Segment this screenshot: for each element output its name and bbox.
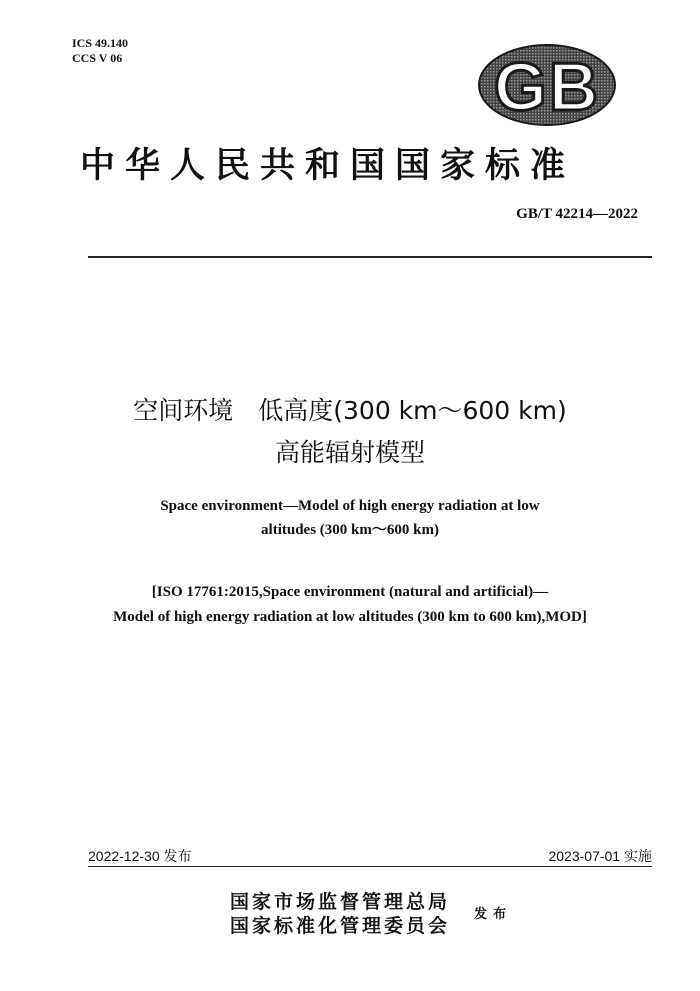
gb-logo-text: GB xyxy=(494,49,600,125)
national-standard-title: 中华人民共和国国家标准 xyxy=(80,145,576,186)
issuer-samr: 国家市场监督管理总局 xyxy=(230,891,451,913)
ccs-code: CCS V 06 xyxy=(72,51,123,65)
title-cn-line2: 高能辐射模型 xyxy=(274,438,425,467)
issue-date: 2022-12-30 发布 xyxy=(88,848,192,864)
implementation-date: 2023-07-01 实施 xyxy=(548,848,652,864)
gb-logo xyxy=(478,44,616,126)
classification-codes xyxy=(72,36,128,66)
publish-label: 发布 xyxy=(474,907,513,922)
ics-code: ICS 49.140 xyxy=(72,36,129,50)
issuing-authorities xyxy=(230,890,450,938)
iso-reference-line2: Model of high energy radiation at low altitudes (300 km to 600 km),MOD] xyxy=(113,609,587,625)
iso-reference-line1: [ISO 17761:2015,Space environment (natural and artificial)— xyxy=(151,584,549,600)
title-en-line2: altitudes (300 km～600 km) xyxy=(261,522,439,538)
standard-number: GB/T 42214—2022 xyxy=(516,206,638,222)
issuer-sac: 国家标准化管理委员会 xyxy=(230,915,451,937)
title-en-line1: Space environment—Model of high energy radiation at low xyxy=(160,498,540,514)
top-divider xyxy=(88,256,652,258)
bottom-divider xyxy=(88,866,652,867)
title-cn-line1: 空间环境 低高度(300 km～600 km) xyxy=(133,396,567,425)
